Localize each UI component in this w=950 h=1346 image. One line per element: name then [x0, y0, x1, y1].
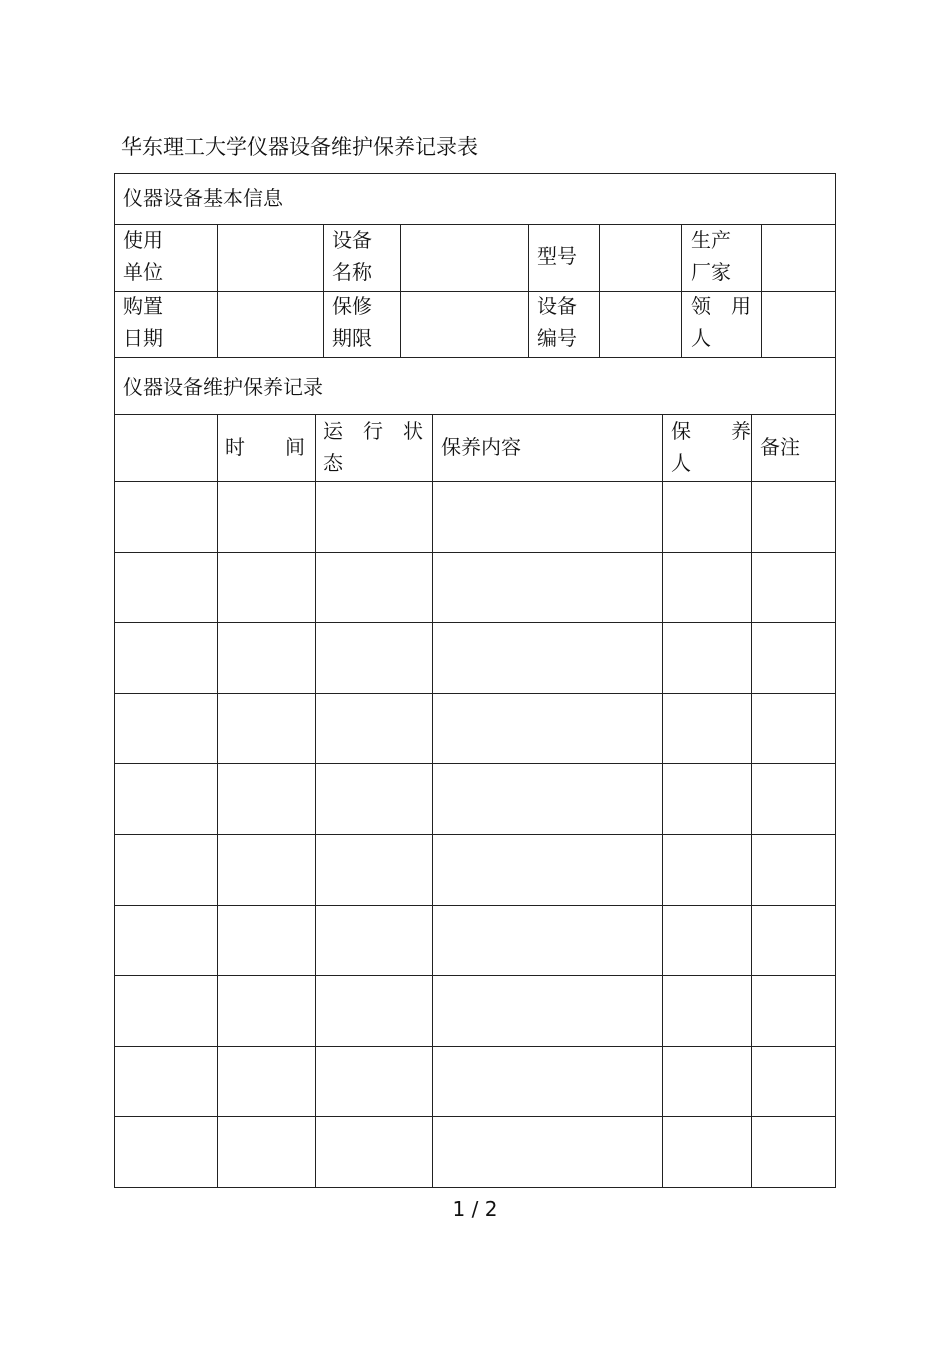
label-purchase-date: 购置 日期 — [123, 294, 163, 350]
table-row — [115, 1046, 835, 1117]
label-manufacturer: 生产 厂家 — [691, 228, 731, 284]
cell-no[interactable] — [123, 499, 209, 531]
col-header-content: 保养内容 — [441, 435, 521, 459]
cell-maintainer[interactable] — [670, 923, 743, 955]
cell-content[interactable] — [440, 640, 654, 672]
cell-remarks[interactable] — [759, 640, 827, 672]
cell-status[interactable] — [323, 1064, 424, 1096]
cell-time[interactable] — [225, 1064, 307, 1096]
table-row — [115, 975, 835, 1046]
cell-no[interactable] — [123, 923, 209, 955]
cell-status[interactable] — [323, 711, 424, 743]
cell-time[interactable] — [225, 570, 307, 602]
cell-remarks[interactable] — [759, 1134, 827, 1166]
row-rule — [115, 975, 835, 976]
cell-content[interactable] — [440, 1064, 654, 1096]
cell-remarks[interactable] — [759, 499, 827, 531]
cell-remarks[interactable] — [759, 852, 827, 884]
cell-time[interactable] — [225, 1134, 307, 1166]
cell-status[interactable] — [323, 923, 424, 955]
cell-time[interactable] — [225, 711, 307, 743]
col-header-remarks: 备注 — [760, 435, 800, 459]
cell-time[interactable] — [225, 781, 307, 813]
row-rule — [115, 1116, 835, 1117]
cell-time[interactable] — [225, 499, 307, 531]
cell-no[interactable] — [123, 570, 209, 602]
cell-remarks[interactable] — [759, 923, 827, 955]
cell-maintainer[interactable] — [670, 499, 743, 531]
cell-maintainer[interactable] — [670, 640, 743, 672]
cell-content[interactable] — [440, 852, 654, 884]
cell-content[interactable] — [440, 781, 654, 813]
vline-basic-6 — [681, 224, 682, 357]
table-row — [115, 622, 835, 693]
table-row — [115, 481, 835, 552]
cell-content[interactable] — [440, 923, 654, 955]
cell-maintainer[interactable] — [670, 711, 743, 743]
cell-content[interactable] — [440, 993, 654, 1025]
page-number: 1 / 2 — [452, 1197, 498, 1221]
cell-remarks[interactable] — [759, 781, 827, 813]
cell-no[interactable] — [123, 711, 209, 743]
cell-status[interactable] — [323, 852, 424, 884]
vline-basic-2 — [323, 224, 324, 357]
cell-maintainer[interactable] — [670, 570, 743, 602]
cell-remarks[interactable] — [759, 711, 827, 743]
cell-maintainer[interactable] — [670, 993, 743, 1025]
label-user-unit: 使用 单位 — [123, 228, 163, 284]
vline-basic-7 — [761, 224, 762, 357]
row-rule — [115, 622, 835, 623]
cell-remarks[interactable] — [759, 993, 827, 1025]
rule-basic-row2 — [115, 357, 835, 358]
row-rule — [115, 1046, 835, 1047]
table-row — [115, 905, 835, 976]
label-recipient: 领 用 人 — [691, 294, 751, 350]
cell-content[interactable] — [440, 1134, 654, 1166]
cell-maintainer[interactable] — [670, 781, 743, 813]
row-rule — [115, 834, 835, 835]
table-row — [115, 552, 835, 623]
row-rule — [115, 763, 835, 764]
col-header-maintainer: 保 养 人 — [671, 419, 751, 475]
table-row — [115, 1116, 835, 1187]
cell-time[interactable] — [225, 640, 307, 672]
row-rule — [115, 552, 835, 553]
cell-remarks[interactable] — [759, 1064, 827, 1096]
row-rule — [115, 693, 835, 694]
cell-maintainer[interactable] — [670, 1064, 743, 1096]
col-header-run-status: 运 行 状 态 — [323, 419, 423, 475]
document-title: 华东理工大学仪器设备维护保养记录表 — [121, 135, 478, 159]
vline-basic-3 — [400, 224, 401, 357]
cell-no[interactable] — [123, 1064, 209, 1096]
table-row — [115, 693, 835, 764]
col-header-time: 时 间 — [225, 435, 305, 459]
cell-time[interactable] — [225, 923, 307, 955]
cell-no[interactable] — [123, 640, 209, 672]
table-row — [115, 763, 835, 834]
cell-content[interactable] — [440, 499, 654, 531]
cell-status[interactable] — [323, 570, 424, 602]
row-rule — [115, 905, 835, 906]
cell-no[interactable] — [123, 1134, 209, 1166]
table-row — [115, 834, 835, 905]
vline-basic-5 — [599, 224, 600, 357]
cell-remarks[interactable] — [759, 570, 827, 602]
maintenance-section-label: 仪器设备维护保养记录 — [123, 375, 323, 399]
cell-maintainer[interactable] — [670, 852, 743, 884]
label-device-name: 设备 名称 — [332, 228, 372, 284]
cell-status[interactable] — [323, 499, 424, 531]
cell-time[interactable] — [225, 852, 307, 884]
cell-status[interactable] — [323, 640, 424, 672]
label-device-number: 设备 编号 — [537, 294, 577, 350]
cell-status[interactable] — [323, 781, 424, 813]
basic-info-section-label: 仪器设备基本信息 — [123, 186, 283, 210]
cell-no[interactable] — [123, 781, 209, 813]
vline-basic-1 — [217, 224, 218, 357]
vline-basic-4 — [528, 224, 529, 357]
cell-status[interactable] — [323, 1134, 424, 1166]
cell-no[interactable] — [123, 852, 209, 884]
cell-maintainer[interactable] — [670, 1134, 743, 1166]
cell-content[interactable] — [440, 570, 654, 602]
cell-time[interactable] — [225, 993, 307, 1025]
cell-content[interactable] — [440, 711, 654, 743]
label-model: 型号 — [537, 244, 577, 268]
cell-status[interactable] — [323, 993, 424, 1025]
label-warranty-period: 保修 期限 — [332, 294, 372, 350]
cell-no[interactable] — [123, 993, 209, 1025]
maintenance-record-form — [114, 173, 836, 1188]
